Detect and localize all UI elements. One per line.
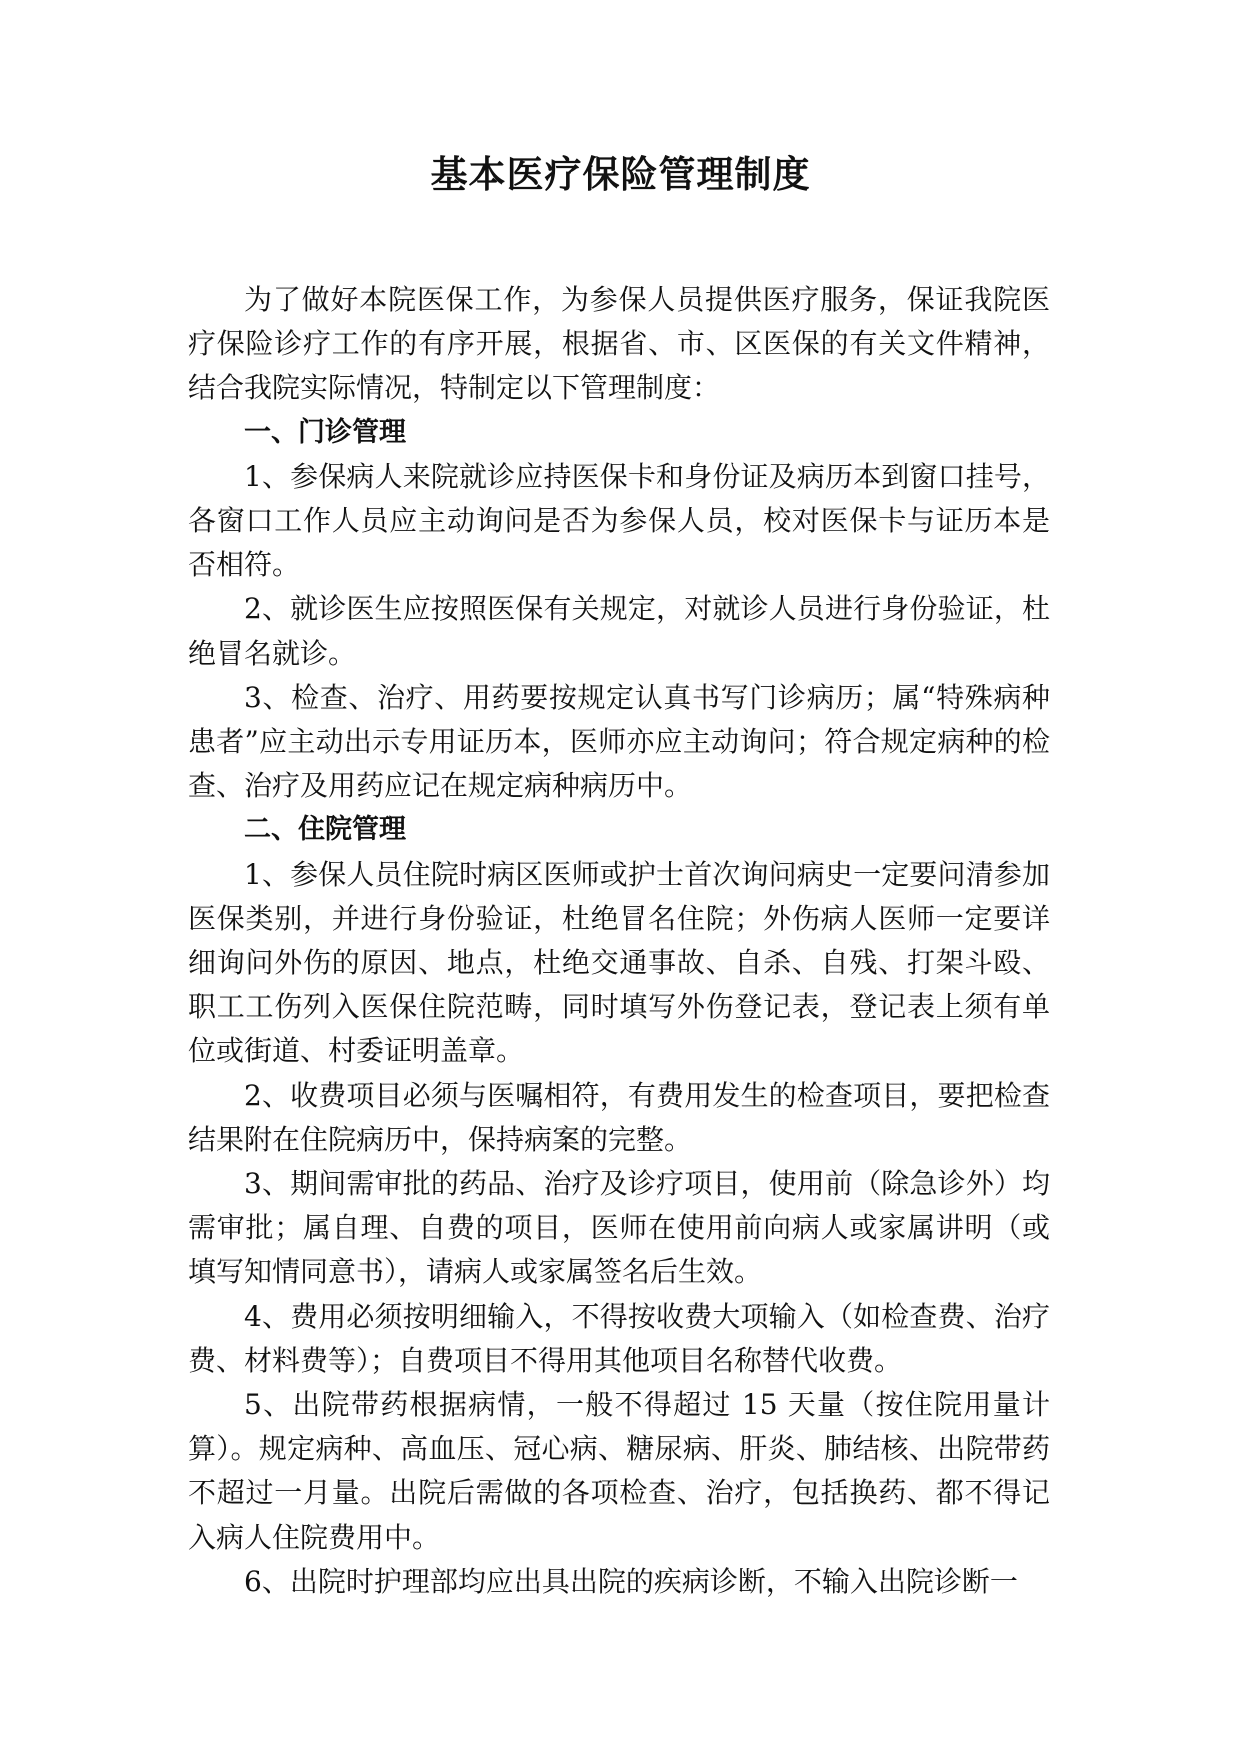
intro-paragraph: 为了做好本院医保工作，为参保人员提供医疗服务，保证我院医疗保险诊疗工作的有序开展，根据省、市、区医保的有关文件精神，结合我院实际情况，特制定以下管理制度： [188, 283, 1050, 405]
outpatient-item-3: 3、检查、治疗、用药要按规定认真书写门诊病历；属“特殊病种患者”应主动出示专用证历本，医师亦应主动询问；符合规定病种的检查、治疗及用药应记在规定病种病历中。 [188, 680, 1050, 803]
section-outpatient [188, 411, 1050, 809]
inpatient-item-5: 5、出院带药根据病情，一般不得超过 15 天量（按住院用量计算）。规定病种、高血压、冠心病、糖尿病、肝炎、肺结核、出院带药不超过一月量。出院后需做的各项检查、治疗，包括换药、都不得记入病人住院费用中。 [188, 1388, 1050, 1554]
section-heading-outpatient: 一、门诊管理 [244, 416, 406, 448]
document-body [188, 278, 1050, 1604]
outpatient-item-2: 2、就诊医生应按照医保有关规定，对就诊人员进行身份验证，杜绝冒名就诊。 [188, 592, 1050, 670]
outpatient-item-1: 1、参保病人来院就诊应持医保卡和身份证及病历本到窗口挂号，各窗口工作人员应主动询问是否为参保人员，校对医保卡与证历本是否相符。 [188, 459, 1050, 582]
inpatient-item-4: 4、费用必须按明细输入，不得按收费大项输入（如检查费、治疗费、材料费等）；自费项目不得用其他项目名称替代收费。 [188, 1299, 1050, 1377]
page-title: 基本医疗保险管理制度 [430, 153, 811, 196]
inpatient-item-3: 3、期间需审批的药品、治疗及诊疗项目，使用前（除急诊外）均需审批；属自理、自费的项目，医师在使用前向病人或家属讲明（或填写知情同意书），请病人或家属签名后生效。 [188, 1167, 1050, 1289]
inpatient-item-6: 6、出院时护理部均应出具出院的疾病诊断，不输入出院诊断一 [244, 1564, 1018, 1598]
inpatient-item-2: 2、收费项目必须与医嘱相符，有费用发生的检查项目，要把检查结果附在住院病历中，保持病案的完整。 [188, 1078, 1050, 1156]
section-heading-inpatient: 二、住院管理 [244, 814, 406, 846]
section-inpatient [188, 808, 1050, 1604]
inpatient-item-1: 1、参保人员住院时病区医师或护士首次询问病史一定要问清参加医保类别，并进行身份验证，杜绝冒名住院；外伤病人医师一定要详细询问外伤的原因、地点，杜绝交通事故、自杀、自残、打架斗殴、职工工伤列入医保住院范畴，同时填写外伤登记表，登记表上须有单位或街道、村委证明盖章。 [188, 857, 1050, 1068]
